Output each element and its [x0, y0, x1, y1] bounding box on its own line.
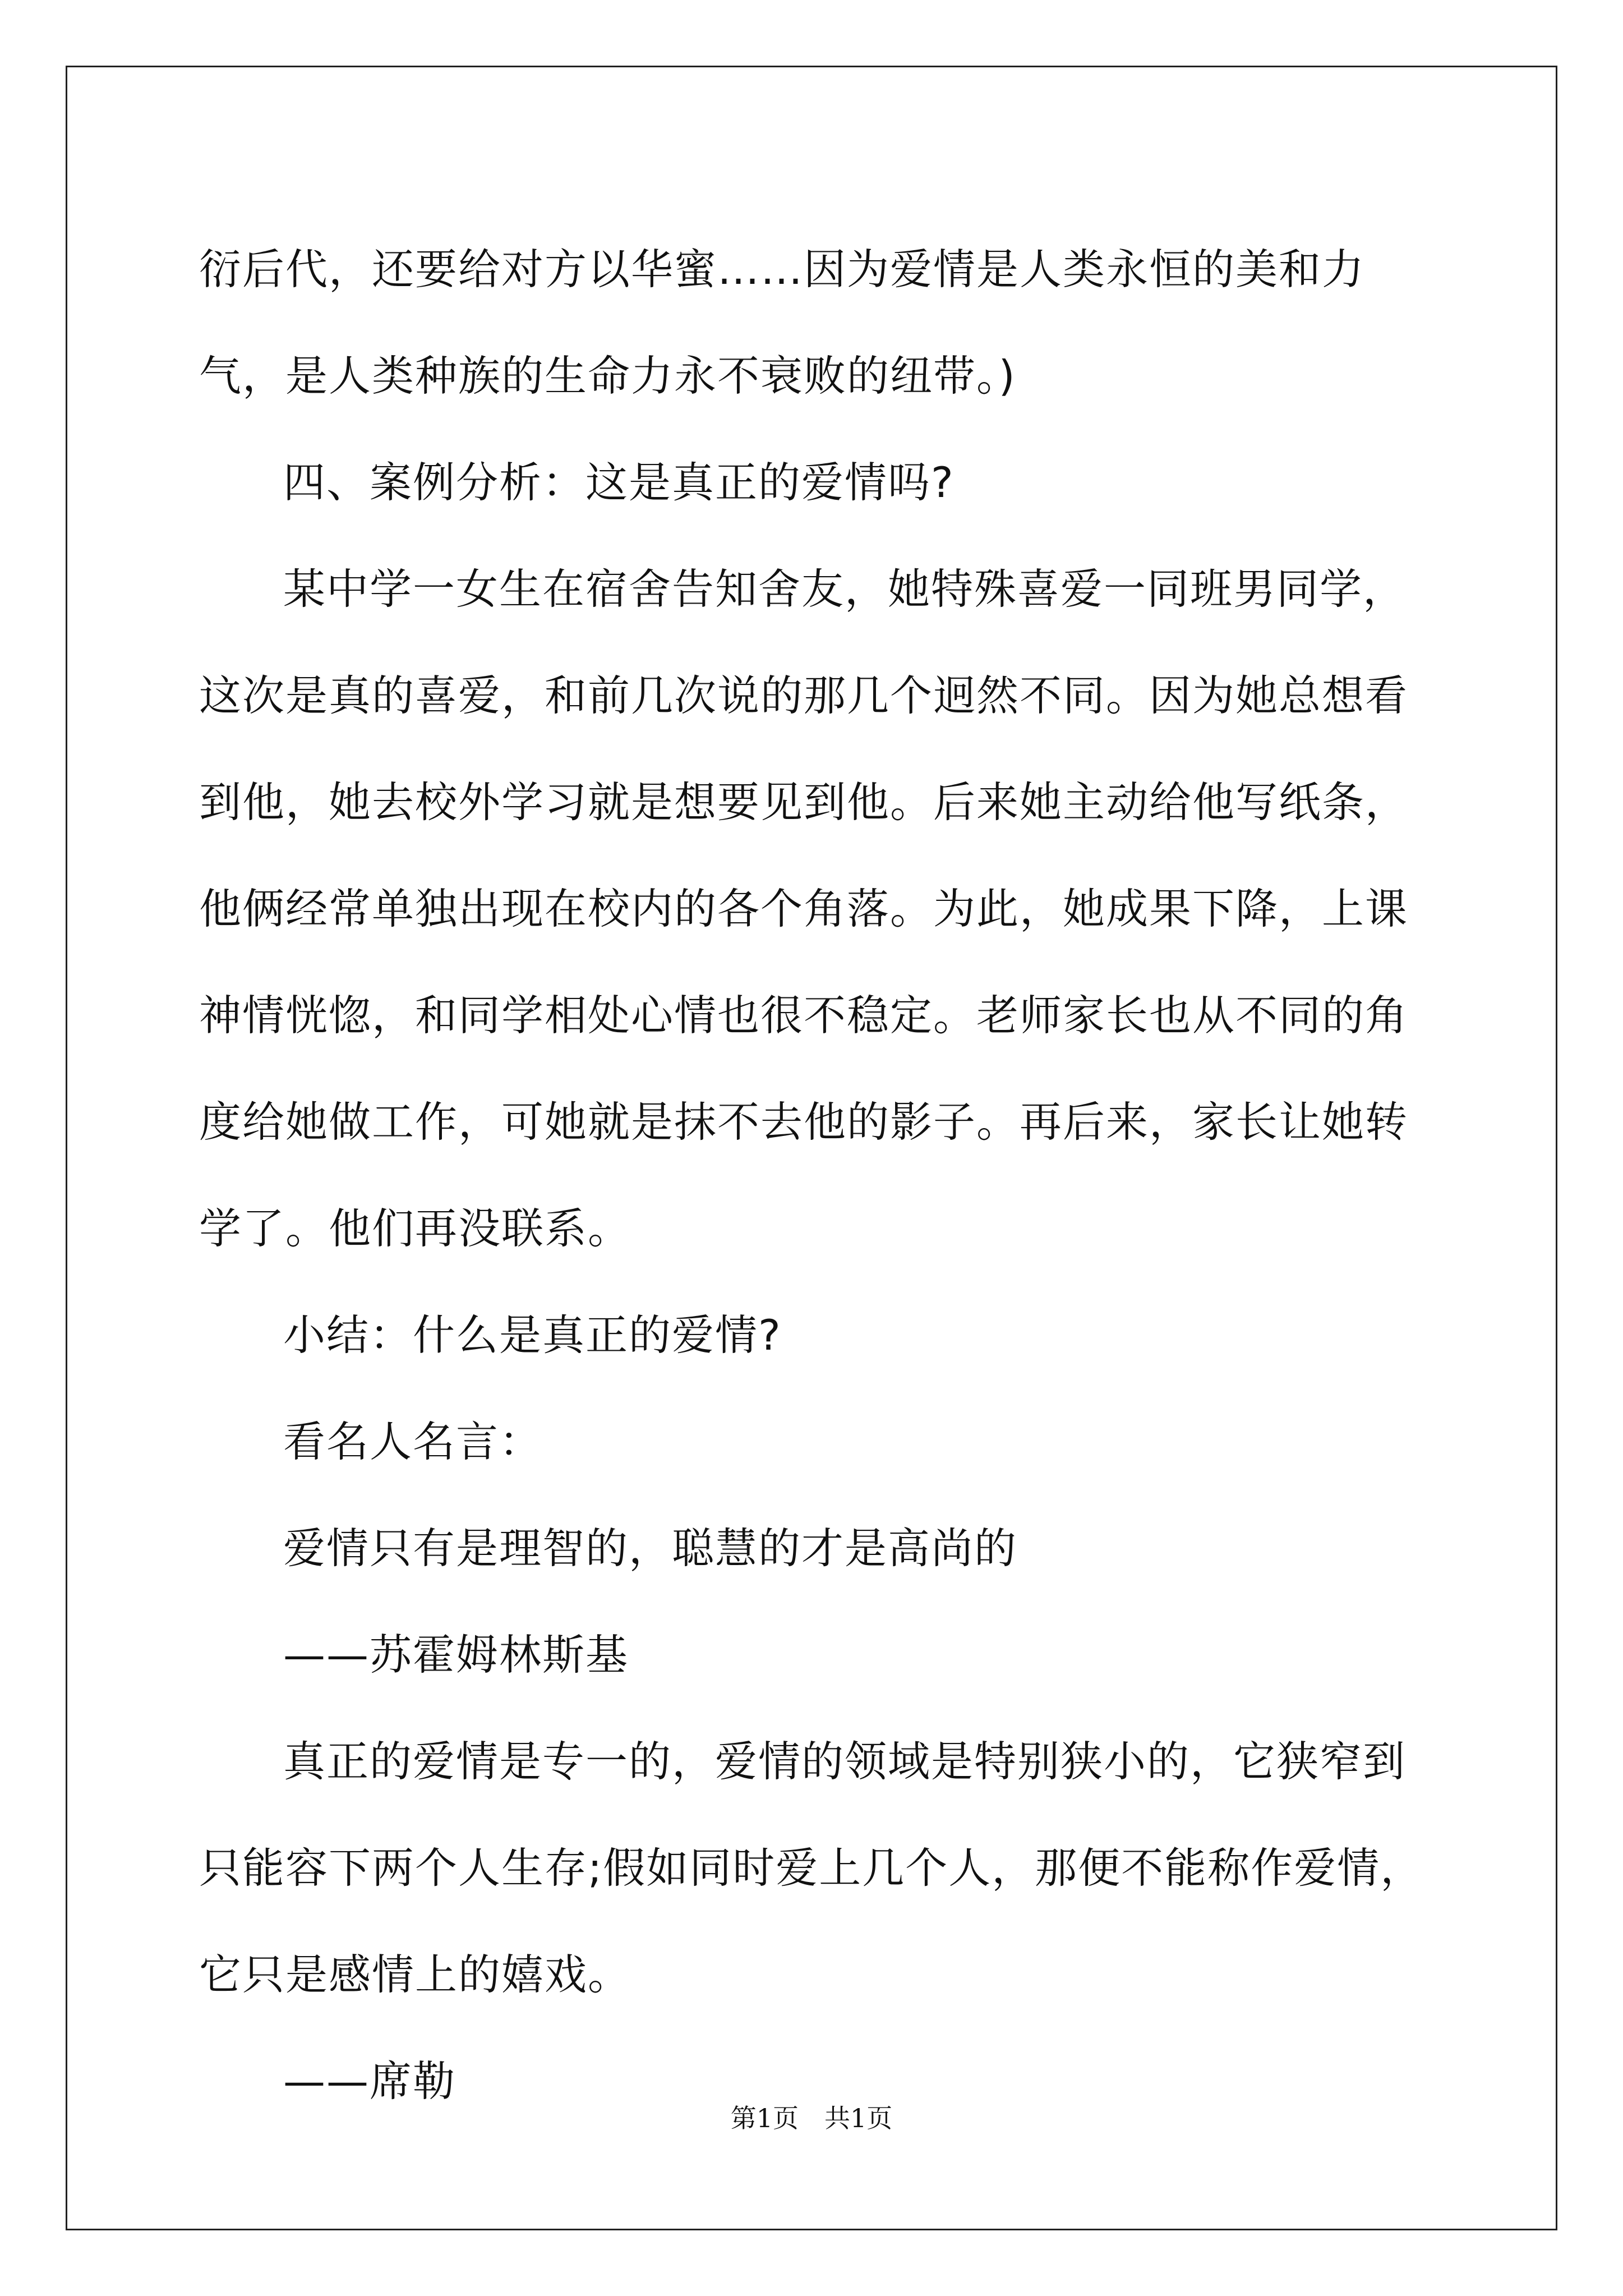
- quote-2: 真正的爱情是专一的，爱情的领域是特别狭小的，它狭窄到只能容下两个人生存;假如同时爱上几个人，那便不能称作爱情，它只是感情上的嬉戏。: [199, 1737, 1424, 1999]
- quote-1-author: ——苏霍姆林斯基: [283, 1630, 629, 1680]
- document-body: [199, 216, 1427, 2134]
- quote-2-author: ——席勒: [283, 2056, 457, 2106]
- quote-1: 爱情只有是理智的，聪慧的才是高尚的: [283, 1524, 1018, 1573]
- quotes-heading: 看名人名言：: [283, 1417, 543, 1466]
- paragraph-continuation: 衍后代，还要给对方以华蜜……因为爱情是人类永恒的美和力气，是人类种族的生命力永不衰败的纽带。): [199, 245, 1366, 401]
- section-heading-case-analysis: 四、案例分析：这是真正的爱情吗?: [283, 458, 955, 507]
- paragraph-case-story: 某中学一女生在宿舍告知舍友，她特殊喜爱一同班男同学，这次是真的喜爱，和前几次说的那几个迥然不同。因为她总想看到他，她去校外学习就是想要见到他。后来她主动给他写纸条，他俩经常单独出现在校内的各个角落。为此，她成果下降，上课神情恍惚，和同学相处心情也很不稳定。老师家长也从不同的角度给她做工作，可她就是抹不去他的影子。再后来，家长让她转学了。他们再没联系。: [199, 564, 1409, 1253]
- summary-question: 小结：什么是真正的爱情?: [283, 1310, 782, 1360]
- page-number-footer: 第1页 共1页: [730, 2103, 893, 2133]
